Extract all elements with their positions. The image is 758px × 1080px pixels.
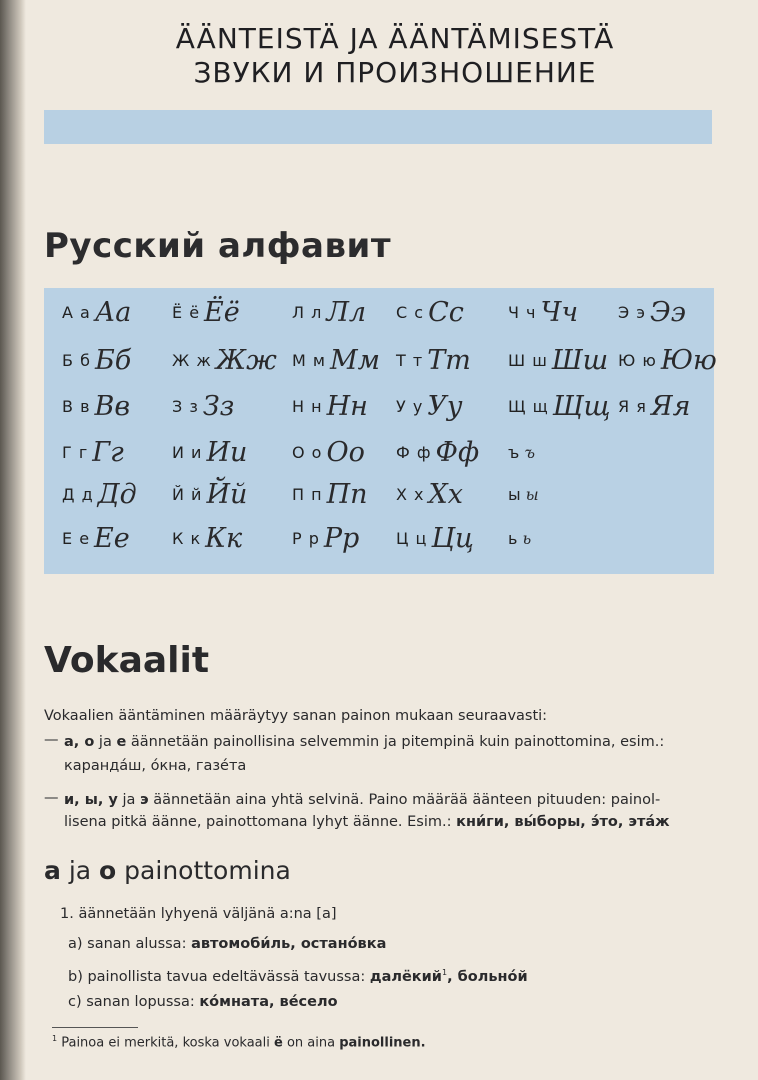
script-letter: Пп	[326, 478, 368, 510]
script-letter: Бб	[94, 344, 132, 376]
print-letter: Ж ж	[172, 350, 212, 370]
vowels-iyu: и, ы, у	[64, 792, 118, 808]
script-letter: Аа	[94, 296, 132, 328]
script-letter: Сс	[428, 296, 464, 328]
print-letter: Э э	[618, 302, 647, 322]
alphabet-cell	[618, 386, 691, 426]
point-c-label: c) sanan lopussa:	[68, 994, 200, 1010]
script-letter: Зз	[202, 390, 235, 422]
script-letter: Дд	[97, 478, 137, 510]
section-heading	[44, 856, 291, 885]
alphabet-cell	[292, 386, 368, 426]
script-letter: Чч	[540, 296, 579, 328]
point-c	[68, 992, 736, 1013]
script-letter: Уу	[427, 390, 463, 422]
print-letter: ы	[508, 484, 522, 504]
alphabet-cell	[618, 340, 717, 380]
print-letter: М м	[292, 350, 326, 370]
heading-ja: ja	[60, 856, 100, 885]
rule-1-text: äännetään painollisina selvemmin ja pitempinä kuin painottomina, esim.:	[126, 734, 665, 750]
rule-2-examples: кни́ги, вы́боры, э́то, эта́ж	[456, 814, 670, 830]
alphabet-cell	[396, 386, 463, 426]
alphabet-cell	[396, 340, 471, 380]
alphabet-cell	[508, 340, 608, 380]
vokaalit-heading: Vokaalit	[44, 640, 210, 681]
print-letter: Е е	[62, 528, 91, 548]
point-b-footnote-ref: 1	[441, 968, 448, 977]
rule-2-text-2: lisena pitkä äänne, painottomana lyhyt äänne. Esim.:	[64, 814, 457, 830]
script-letter: Ии	[206, 436, 248, 468]
print-letter: Я я	[618, 396, 647, 416]
print-letter: П п	[292, 484, 323, 504]
alphabet-cell	[292, 518, 359, 558]
print-letter: Й й	[172, 484, 203, 504]
footnote-bold-yo: ё	[274, 1035, 283, 1051]
dash-1: —	[44, 732, 59, 748]
alphabet-cell	[172, 340, 277, 380]
script-letter: Кк	[205, 522, 243, 554]
print-letter: У у	[396, 396, 424, 416]
rule-2-text: äännetään aina yhtä selvinä. Paino määrää äänteen pituuden: painol-	[148, 792, 661, 808]
script-letter: Оо	[326, 436, 365, 468]
alphabet-cell	[396, 292, 464, 332]
print-letter: Ш ш	[508, 350, 548, 370]
alphabet-title: Русский алфавит	[44, 226, 392, 266]
script-letter: Мм	[329, 344, 381, 376]
script-letter: Лл	[326, 296, 367, 328]
script-letter: Фф	[435, 436, 480, 468]
header-blue-band	[44, 110, 712, 144]
alphabet-cell	[292, 432, 365, 472]
script-letter: Цц	[431, 522, 474, 554]
alphabet-table	[44, 288, 717, 574]
header-title-russian: ЗВУКИ И ПРОИЗНОШЕНИЕ	[193, 56, 597, 89]
vowel-eh: э	[139, 792, 149, 808]
alphabet-cell	[618, 292, 686, 332]
book-spine-shadow	[0, 0, 26, 1080]
footnote-number: 1	[52, 1034, 58, 1043]
dash-2: —	[44, 790, 59, 806]
print-letter: Д д	[62, 484, 94, 504]
print-letter: Ц ц	[396, 528, 428, 548]
alphabet-cell	[62, 474, 137, 514]
point-b-label: b) painollista tavua edeltävässä tavussa:	[68, 968, 370, 985]
print-letter: С с	[396, 302, 425, 322]
alphabet-cell	[508, 474, 539, 514]
print-letter: ъ	[508, 442, 521, 462]
alphabet-cell	[62, 340, 131, 380]
alphabet-cell	[172, 474, 247, 514]
ja-word: ja	[117, 792, 140, 808]
ja-word: ja	[94, 734, 117, 750]
print-letter: Ф ф	[396, 442, 432, 462]
print-letter: И и	[172, 442, 203, 462]
alphabet-cell	[62, 386, 130, 426]
point-b-examples-2: , больно́й	[447, 968, 528, 985]
footnote-text: Painoa ei merkitä, koska vokaali	[57, 1035, 274, 1051]
point-1: 1. äännetään lyhyenä väljänä a:na [a]	[60, 906, 337, 922]
alphabet-cell	[508, 518, 531, 558]
alphabet-cell	[396, 474, 463, 514]
alphabet-cell	[172, 292, 240, 332]
print-letter: О о	[292, 442, 323, 462]
vowel-rule-1	[64, 732, 714, 753]
script-letter: ы	[525, 484, 539, 504]
print-letter: ь	[508, 528, 519, 548]
script-letter: Рр	[323, 522, 360, 554]
alphabet-cell	[292, 474, 368, 514]
point-c-examples: ко́мната, ве́село	[199, 994, 338, 1010]
heading-rest: painottomina	[116, 856, 291, 885]
script-letter: Гг	[92, 436, 124, 468]
print-letter: К к	[172, 528, 202, 548]
script-letter: Щщ	[552, 390, 611, 422]
print-letter: З з	[172, 396, 199, 416]
heading-o: о	[99, 856, 117, 885]
script-letter: Ее	[94, 522, 130, 554]
script-letter: Йй	[206, 478, 248, 510]
point-a-label: a) sanan alussa:	[68, 936, 192, 952]
rule-1-examples: каранда́ш, о́кна, газе́та	[64, 758, 247, 774]
script-letter: Ёё	[204, 296, 240, 328]
rule-2-line2	[64, 812, 714, 833]
print-letter: Х х	[396, 484, 425, 504]
alphabet-cell	[62, 518, 130, 558]
alphabet-cell	[508, 432, 535, 472]
footnote-bold-painollinen: painollinen.	[339, 1035, 426, 1051]
heading-a: а	[44, 856, 61, 885]
vowel-e: е	[116, 734, 127, 750]
print-letter: А а	[62, 302, 91, 322]
point-b	[68, 962, 736, 988]
print-letter: Щ щ	[508, 396, 549, 416]
print-letter: В в	[62, 396, 91, 416]
print-letter: Ю ю	[618, 350, 657, 370]
footnote-rule	[52, 1027, 138, 1028]
script-letter: Тт	[427, 344, 471, 376]
script-letter: Нн	[326, 390, 368, 422]
print-letter: Ч ч	[508, 302, 537, 322]
script-letter: Вв	[94, 390, 131, 422]
print-letter: Р р	[292, 528, 320, 548]
script-letter: Шш	[551, 344, 609, 376]
alphabet-cell	[292, 340, 380, 380]
print-letter: Л л	[292, 302, 323, 322]
alphabet-cell	[172, 518, 242, 558]
script-letter: ь	[522, 528, 532, 548]
print-letter: Н н	[292, 396, 323, 416]
print-letter: Г г	[62, 442, 89, 462]
vowels-ao: а, о	[64, 734, 95, 750]
script-letter: Юю	[660, 344, 717, 376]
vowel-rule-2	[64, 790, 714, 811]
alphabet-cell	[508, 386, 611, 426]
alphabet-cell	[396, 432, 479, 472]
footnote	[52, 1034, 426, 1050]
alphabet-cell	[292, 292, 366, 332]
alphabet-cell	[396, 518, 474, 558]
point-b-examples-1: далёкий	[369, 968, 442, 985]
script-letter: Жж	[215, 344, 277, 376]
alphabet-cell	[172, 386, 234, 426]
print-letter: Т т	[396, 350, 424, 370]
script-letter: Яя	[650, 390, 691, 422]
alphabet-cell	[172, 432, 247, 472]
alphabet-cell	[508, 292, 578, 332]
script-letter: Хх	[428, 478, 463, 510]
alphabet-cell	[62, 432, 124, 472]
script-letter: Ээ	[650, 296, 686, 328]
page-header	[160, 22, 630, 90]
vokaalit-intro: Vokaalien ääntäminen määräytyy sanan painon mukaan seuraavasti:	[44, 708, 548, 724]
print-letter: Б б	[62, 350, 91, 370]
script-letter: ъ	[524, 442, 535, 462]
point-a-examples: автомоби́ль, остано́вка	[191, 936, 387, 952]
footnote-text-2: on aina	[282, 1035, 340, 1051]
point-a	[68, 934, 736, 955]
header-title-finnish: ÄÄNTEISTÄ JA ÄÄNTÄMISESTÄ	[175, 22, 615, 55]
print-letter: Ё ё	[172, 302, 201, 322]
alphabet-cell	[62, 292, 131, 332]
